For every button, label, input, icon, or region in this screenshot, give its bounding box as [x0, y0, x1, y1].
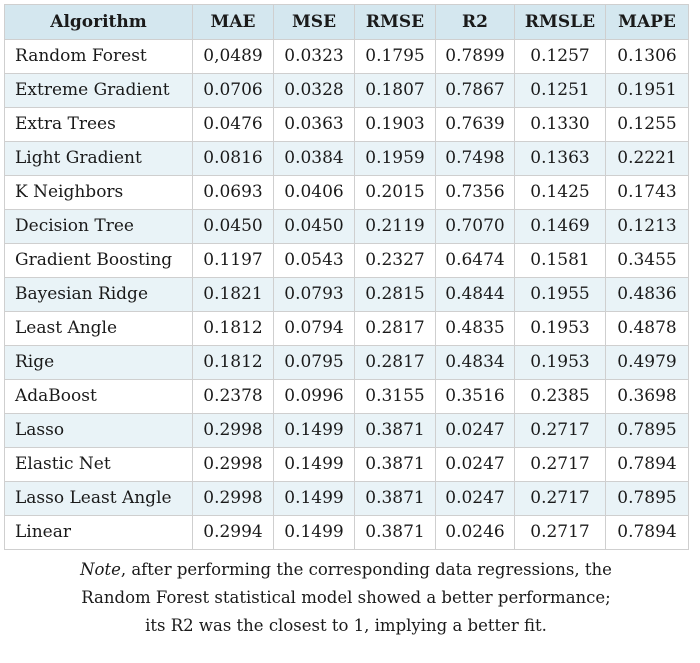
cell-mae: 0.0706	[193, 74, 274, 108]
cell-rmse: 0.3871	[355, 482, 436, 516]
table-row	[5, 74, 689, 108]
cell-rmse: 0.1795	[355, 40, 436, 74]
cell-rmse: 0.2817	[355, 346, 436, 380]
note-line-1-text: , after performing the corresponding data regressions, the	[120, 560, 612, 579]
table-row	[5, 244, 689, 278]
header-r2: R2	[436, 5, 515, 40]
cell-r2: 0.7867	[436, 74, 515, 108]
table-row	[5, 346, 689, 380]
cell-mae: 0.2998	[193, 448, 274, 482]
cell-rmse: 0.3155	[355, 380, 436, 414]
cell-mae: 0.2378	[193, 380, 274, 414]
cell-mse: 0.0543	[274, 244, 355, 278]
cell-rmsle: 0.1469	[515, 210, 606, 244]
table-row	[5, 414, 689, 448]
cell-algorithm: Light Gradient	[5, 142, 193, 176]
cell-mse: 0.1499	[274, 414, 355, 448]
cell-rmsle: 0.1251	[515, 74, 606, 108]
cell-mse: 0.0406	[274, 176, 355, 210]
cell-r2: 0.4835	[436, 312, 515, 346]
cell-mape: 0.2221	[606, 142, 689, 176]
cell-rmsle: 0.2385	[515, 380, 606, 414]
cell-mae: 0.0476	[193, 108, 274, 142]
cell-rmsle: 0.1953	[515, 346, 606, 380]
cell-r2: 0.7356	[436, 176, 515, 210]
cell-mse: 0.0384	[274, 142, 355, 176]
cell-mse: 0.0323	[274, 40, 355, 74]
cell-r2: 0.3516	[436, 380, 515, 414]
cell-rmse: 0.1959	[355, 142, 436, 176]
cell-mape: 0.1743	[606, 176, 689, 210]
header-mse: MSE	[274, 5, 355, 40]
cell-algorithm: Least Angle	[5, 312, 193, 346]
cell-algorithm: Extreme Gradient	[5, 74, 193, 108]
cell-r2: 0.7899	[436, 40, 515, 74]
cell-mae: 0,0489	[193, 40, 274, 74]
table-row	[5, 312, 689, 346]
cell-mae: 0.2994	[193, 516, 274, 550]
header-mape: MAPE	[606, 5, 689, 40]
cell-mape: 0.3455	[606, 244, 689, 278]
cell-r2: 0.7639	[436, 108, 515, 142]
cell-mae: 0.2998	[193, 414, 274, 448]
cell-r2: 0.4834	[436, 346, 515, 380]
cell-rmse: 0.3871	[355, 414, 436, 448]
cell-algorithm: AdaBoost	[5, 380, 193, 414]
cell-mape: 0.4836	[606, 278, 689, 312]
cell-rmse: 0.2119	[355, 210, 436, 244]
cell-rmse: 0.2327	[355, 244, 436, 278]
cell-algorithm: Linear	[5, 516, 193, 550]
cell-rmse: 0.2815	[355, 278, 436, 312]
header-algorithm: Algorithm	[5, 5, 193, 40]
cell-algorithm: Gradient Boosting	[5, 244, 193, 278]
cell-rmsle: 0.1955	[515, 278, 606, 312]
cell-rmse: 0.2817	[355, 312, 436, 346]
cell-rmse: 0.1807	[355, 74, 436, 108]
cell-mape: 0.7895	[606, 482, 689, 516]
regression-results-table	[4, 4, 689, 550]
cell-rmsle: 0.2717	[515, 516, 606, 550]
header-rmse: RMSE	[355, 5, 436, 40]
cell-mae: 0.0816	[193, 142, 274, 176]
cell-algorithm: Extra Trees	[5, 108, 193, 142]
cell-mae: 0.0450	[193, 210, 274, 244]
cell-rmsle: 0.1363	[515, 142, 606, 176]
cell-mape: 0.3698	[606, 380, 689, 414]
cell-rmsle: 0.2717	[515, 414, 606, 448]
cell-mae: 0.1812	[193, 312, 274, 346]
table-row	[5, 516, 689, 550]
table-body	[5, 40, 689, 550]
cell-rmsle: 0.1257	[515, 40, 606, 74]
cell-mae: 0.1812	[193, 346, 274, 380]
cell-algorithm: Elastic Net	[5, 448, 193, 482]
cell-r2: 0.6474	[436, 244, 515, 278]
cell-rmse: 0.2015	[355, 176, 436, 210]
table-row	[5, 448, 689, 482]
cell-r2: 0.7498	[436, 142, 515, 176]
cell-rmsle: 0.1581	[515, 244, 606, 278]
cell-mape: 0.7895	[606, 414, 689, 448]
cell-r2: 0.7070	[436, 210, 515, 244]
cell-r2: 0.0247	[436, 448, 515, 482]
cell-rmse: 0.3871	[355, 516, 436, 550]
header-rmsle: RMSLE	[515, 5, 606, 40]
note-line-1	[4, 556, 688, 584]
cell-mape: 0.7894	[606, 516, 689, 550]
cell-mape: 0.1951	[606, 74, 689, 108]
cell-r2: 0.0247	[436, 482, 515, 516]
cell-r2: 0.4844	[436, 278, 515, 312]
cell-mse: 0.1499	[274, 482, 355, 516]
note-line-3: its R2 was the closest to 1, implying a better fit.	[145, 616, 547, 635]
cell-rmsle: 0.2717	[515, 482, 606, 516]
cell-r2: 0.0247	[436, 414, 515, 448]
table-row	[5, 380, 689, 414]
cell-algorithm: Lasso	[5, 414, 193, 448]
cell-rmsle: 0.1425	[515, 176, 606, 210]
results-table-figure	[4, 4, 688, 640]
table-note	[4, 550, 688, 640]
cell-rmse: 0.1903	[355, 108, 436, 142]
cell-mae: 0.0693	[193, 176, 274, 210]
cell-mape: 0.7894	[606, 448, 689, 482]
cell-algorithm: Bayesian Ridge	[5, 278, 193, 312]
cell-mse: 0.0363	[274, 108, 355, 142]
table-row	[5, 210, 689, 244]
table-row	[5, 482, 689, 516]
cell-mse: 0.1499	[274, 516, 355, 550]
cell-mae: 0.1821	[193, 278, 274, 312]
cell-rmse: 0.3871	[355, 448, 436, 482]
cell-mse: 0.0795	[274, 346, 355, 380]
cell-algorithm: Decision Tree	[5, 210, 193, 244]
cell-mse: 0.0794	[274, 312, 355, 346]
cell-mape: 0.1213	[606, 210, 689, 244]
table-header-row	[5, 5, 689, 40]
table-row	[5, 108, 689, 142]
cell-algorithm: K Neighbors	[5, 176, 193, 210]
cell-rmsle: 0.1953	[515, 312, 606, 346]
cell-mape: 0.4979	[606, 346, 689, 380]
cell-mae: 0.1197	[193, 244, 274, 278]
cell-mse: 0.0450	[274, 210, 355, 244]
header-mae: MAE	[193, 5, 274, 40]
cell-mse: 0.0793	[274, 278, 355, 312]
cell-algorithm: Rige	[5, 346, 193, 380]
table-row	[5, 278, 689, 312]
cell-mape: 0.1255	[606, 108, 689, 142]
cell-mae: 0.2998	[193, 482, 274, 516]
cell-algorithm: Lasso Least Angle	[5, 482, 193, 516]
table-row	[5, 176, 689, 210]
cell-mse: 0.0996	[274, 380, 355, 414]
cell-rmsle: 0.2717	[515, 448, 606, 482]
note-line-2: Random Forest statistical model showed a better performance;	[81, 588, 611, 607]
cell-mse: 0.1499	[274, 448, 355, 482]
table-row	[5, 40, 689, 74]
cell-rmsle: 0.1330	[515, 108, 606, 142]
cell-algorithm: Random Forest	[5, 40, 193, 74]
cell-mape: 0.4878	[606, 312, 689, 346]
table-row	[5, 142, 689, 176]
cell-mape: 0.1306	[606, 40, 689, 74]
note-label: Note	[80, 560, 121, 579]
cell-mse: 0.0328	[274, 74, 355, 108]
cell-r2: 0.0246	[436, 516, 515, 550]
